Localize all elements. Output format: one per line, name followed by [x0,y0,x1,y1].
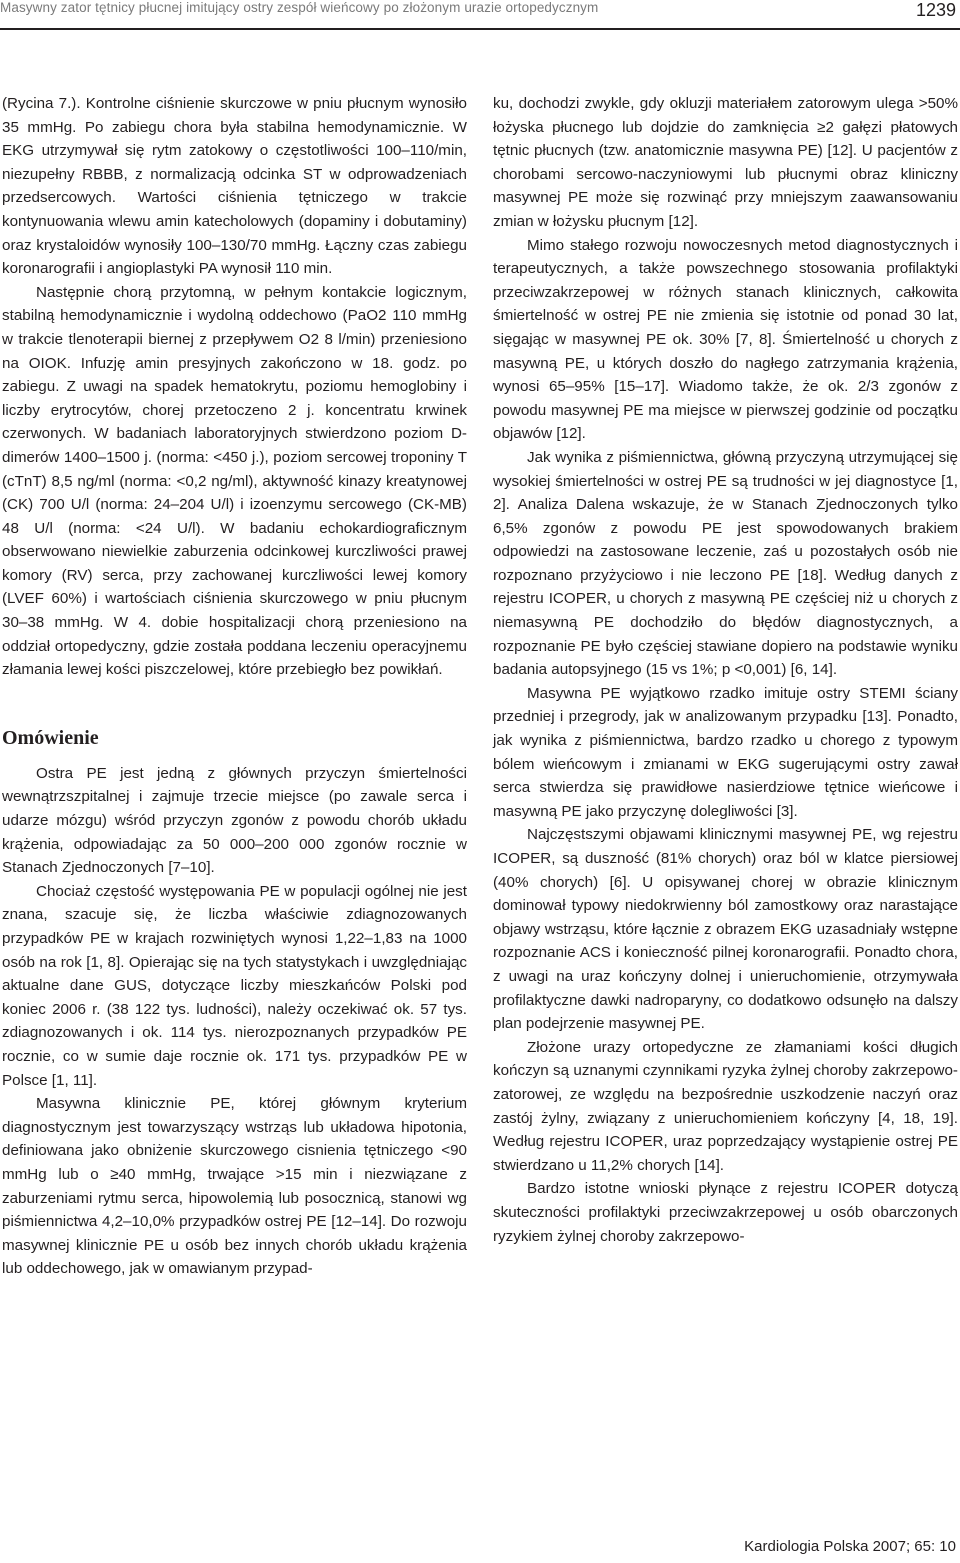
paragraph: Ostra PE jest jedną z głównych przyczyn śmiertelności wewnątrzszpitalnej i zajmuje trzecie miejsce (po zawale serca i udarze mózgu) wśród przyczyn zgonów z powodu chorób układu krążenia, odpowiadając za 50 000–200 000 zgonów rocznie w Stanach Zjednoczonych [7–10]. [2,764,467,877]
page-number: 1239 [915,0,956,20]
paragraph: Chociaż częstość występowania PE w populacji ogólnej nie jest znana, szacuje się, że liczba właściwie zdiagnozowanych przypadków PE w krajach rozwiniętych wynosi 1,22–1,83 na 1000 osób na rok [1, 8]. Opierając się na tych statystykach i uwzględniając aktualne dane GUS, dotyczące liczby mieszkańców Polski pod koniec 2006 r. (38 122 tys. ludności), należy oczekiwać ok. 57 tys. zdiagnozowanych i ok. 114 tys. nierozpoznanych przypadków PE rocznie, co w sumie daje rocznie ok. 171 tys. przypadków PE w Polsce [1, 11]. [2,882,467,1089]
right-column [493,92,958,1248]
section-heading: Omówienie [2,726,99,749]
paragraph: Następnie chorą przytomną, w pełnym kontakcie logicznym, stabilną hemodynamicznie i wydolną oddechowo (PaO2 110 mmHg w trakcie tlenoterapii biernej z przepływem O2 8 l/min) przeniesiono na OIOK. Infuzję amin presyjnych zakończono w 18. godz. po zabiegu. Z uwagi na spadek hematokrytu, poziomu hemoglobiny i liczby erytrocytów, chorej przetoczeno 2 j. koncentratu krwinek czerwonych. W badaniach laboratoryjnych stwierdzono poziom D-dimerów 1400–1500 j. (norma: <450 j.), poziom sercowej troponiny T (cTnT) 8,5 ng/ml (norma: <0,2 ng/ml), aktywność kinazy kreatynowej (CK) 700 U/l (norma: 24–204 U/l) i izoenzymu sercowego (CK-MB) 48 U/l (norma: <24 U/l). W badaniu echokardiograficznym obserwowano niewielkie zaburzenia odcinkowej kurczliwości prawej komory (RV) serca, przy zachowanej kurczliwości lewej komory (LVEF 60%) i wartościach ciśnienia skurczowego w pniu płucnym 30–38 mmHg. W 4. dobie hospitalizacji chorą przeniesiono na oddział ortopedyczny, gdzie została poddana leczeniu operacyjnemu złamania lewej kości piszczelowej, które przebiegło bez powikłań. [2,283,467,679]
paragraph: Masywna klinicznie PE, której głównym kryterium diagnostycznym jest towarzyszący wstrząs lub układowa hipotonia, definiowana jako obniżenie skurczowego cisnienia tętniczego <90 mmHg lub o ≥40 mmHg, trwające >15 min i niezwiązane z zaburzeniami rytmu serca, hipowolemią lub posocznicą, stanowi wg piśmiennictwa 4,2–10,0% przypadków ostrej PE [12–14]. Do rozwoju masywnej klinicznie PE u osób bez innych chorób układu krążenia lub oddechowego, jak w omawianym przypad- [2,1095,467,1278]
paragraph: Najczęstszymi objawami klinicznymi masywnej PE, wg rejestru ICOPER, są duszność (81% chorych) oraz ból w klatce piersiowej (40% chorych) [6]. U opisywanej chorej w obrazie klinicznym dominował typowy niedokrwienny ból zamostkowy oraz narastające objawy wstrząsu, które łącznie z obrazem EKG uzasadniały wstępne rozpoznanie ACS i konieczność pilnej koronarografii. Ponadto chora, z uwagi na uraz kończyny dolnej i unieruchomienie, otrzymywała profilaktyczne dawki nadroparyny, co dodatkowo odsunęło na dalszy plan podejrzenie masywnej PE. [493,826,958,1033]
journal-footer: Kardiologia Polska 2007; 65: 10 [744,1538,956,1555]
paragraph: Jak wynika z piśmiennictwa, główną przyczyną utrzymującej się wysokiej śmiertelności w ostrej PE są trudności w jej diagnostyce [1, 2]. Analiza Dalena wskazuje, że w Stanach Zjednoczonych tylko 6,5% zgonów z powodu PE jest spowodowanych brakiem odpowiedzi na zastosowane leczenie, zaś u pozostałych osób nie rozpoznano przyżyciowo i nie leczono PE [18]. Według danych z rejestru ICOPER, u chorych z masywną PE częściej niż u chorych z niemasywną PE dochodziło do błędów diagnostycznych, a rozpoznanie PE było częściej stawiane dopiero na podstawie wyniku badania autopsyjnego (15 vs 1%; p <0,001) [6, 14]. [493,448,958,679]
paragraph: Mimo stałego rozwoju nowoczesnych metod diagnostycznych i terapeutycznych, a także powszechnego stosowania profilaktyki przeciwzakrzepowej w różnych stanach klinicznych, całkowita śmiertelność w ostrej PE nie zmienia się istotnie od ponad 30 lat, sięgając w masywnej PE ok. 30% [7, 8]. Śmiertelność u chorych z masywną PE, u których doszło do nagłego zatrzymania krążenia, wynosi 65–95% [15–17]. Wiadomo także, że ok. 2/3 zgonów z powodu masywnej PE ma miejsce w pierwszej godzinie od początku objawów [12]. [493,236,958,443]
running-header [0,0,960,30]
paragraph: (Rycina 7.). Kontrolne ciśnienie skurczowe w pniu płucnym wynosiło 35 mmHg. Po zabiegu chora była stabilna hemodynamicznie. W EKG utrzymywał się rytm zatokowy o częstotliwości 100–110/min, niezupełny RBBB, z normalizacją odcinka ST w odprowadzeniach przedsercowych. Wartości ciśnienia tętniczego w trakcie kontynuowania wlewu amin katecholowych (dopaminy i dobutaminy) oraz krystaloidów wynosiły 100–130/70 mmHg. Łączny czas zabiegu koronarografii i angioplastyki PA wynosił 110 min. [2,95,467,278]
paragraph: Masywna PE wyjątkowo rzadko imituje ostry STEMI ściany przedniej i przegrody, jak w analizowanym przypadku [13]. Ponadto, jak wynika z piśmiennictwa, bardzo rzadko u chorego z typowym bólem wieńcowym i zmianami w EKG sugerującymi ostry zawał serca stwierdza się prawidłowe nasierdziowe tętnice wieńcowe i masywną PE jako przyczynę dolegliwości [3]. [493,684,958,820]
paragraph: ku, dochodzi zwykle, gdy okluzji materiałem zatorowym ulega >50% łożyska płucnego lub dojdzie do zamknięcia ≥2 gałęzi płatowych tętnic płucnych (tzw. anatomicznie masywna PE) [12]. U pacjentów z chorobami sercowo-naczyniowymi lub płucnymi obraz kliniczny masywnej PE może się rozwinąć przy mniejszym zaawansowaniu zmian w łożysku płucnym [12]. [493,95,958,230]
paragraph: Bardzo istotne wnioski płynące z rejestru ICOPER dotyczą skuteczności profilaktyki przeciwzakrzepowej u osób obarczonych ryzykiem żylnej choroby zakrzepowo- [493,1180,958,1245]
running-title: Masywny zator tętnicy płucnej imitujący ostry zespół wieńcowy po złożonym urazie ortopedycznym [0,0,599,15]
paragraph: Złożone urazy ortopedyczne ze złamaniami kości długich kończyn są uznanymi czynnikami ryzyka żylnej choroby zakrzepowo-zatorowej, ze względu na bezpośrednie uszkodzenie naczyń oraz zastój żylny, związany z unieruchomieniem kończyny [4, 18, 19]. Według rejestru ICOPER, uraz poprzedzający wystąpienie ostrej PE stwierdzano u 11,2% chorych [14]. [493,1038,958,1174]
left-column [2,92,467,1281]
